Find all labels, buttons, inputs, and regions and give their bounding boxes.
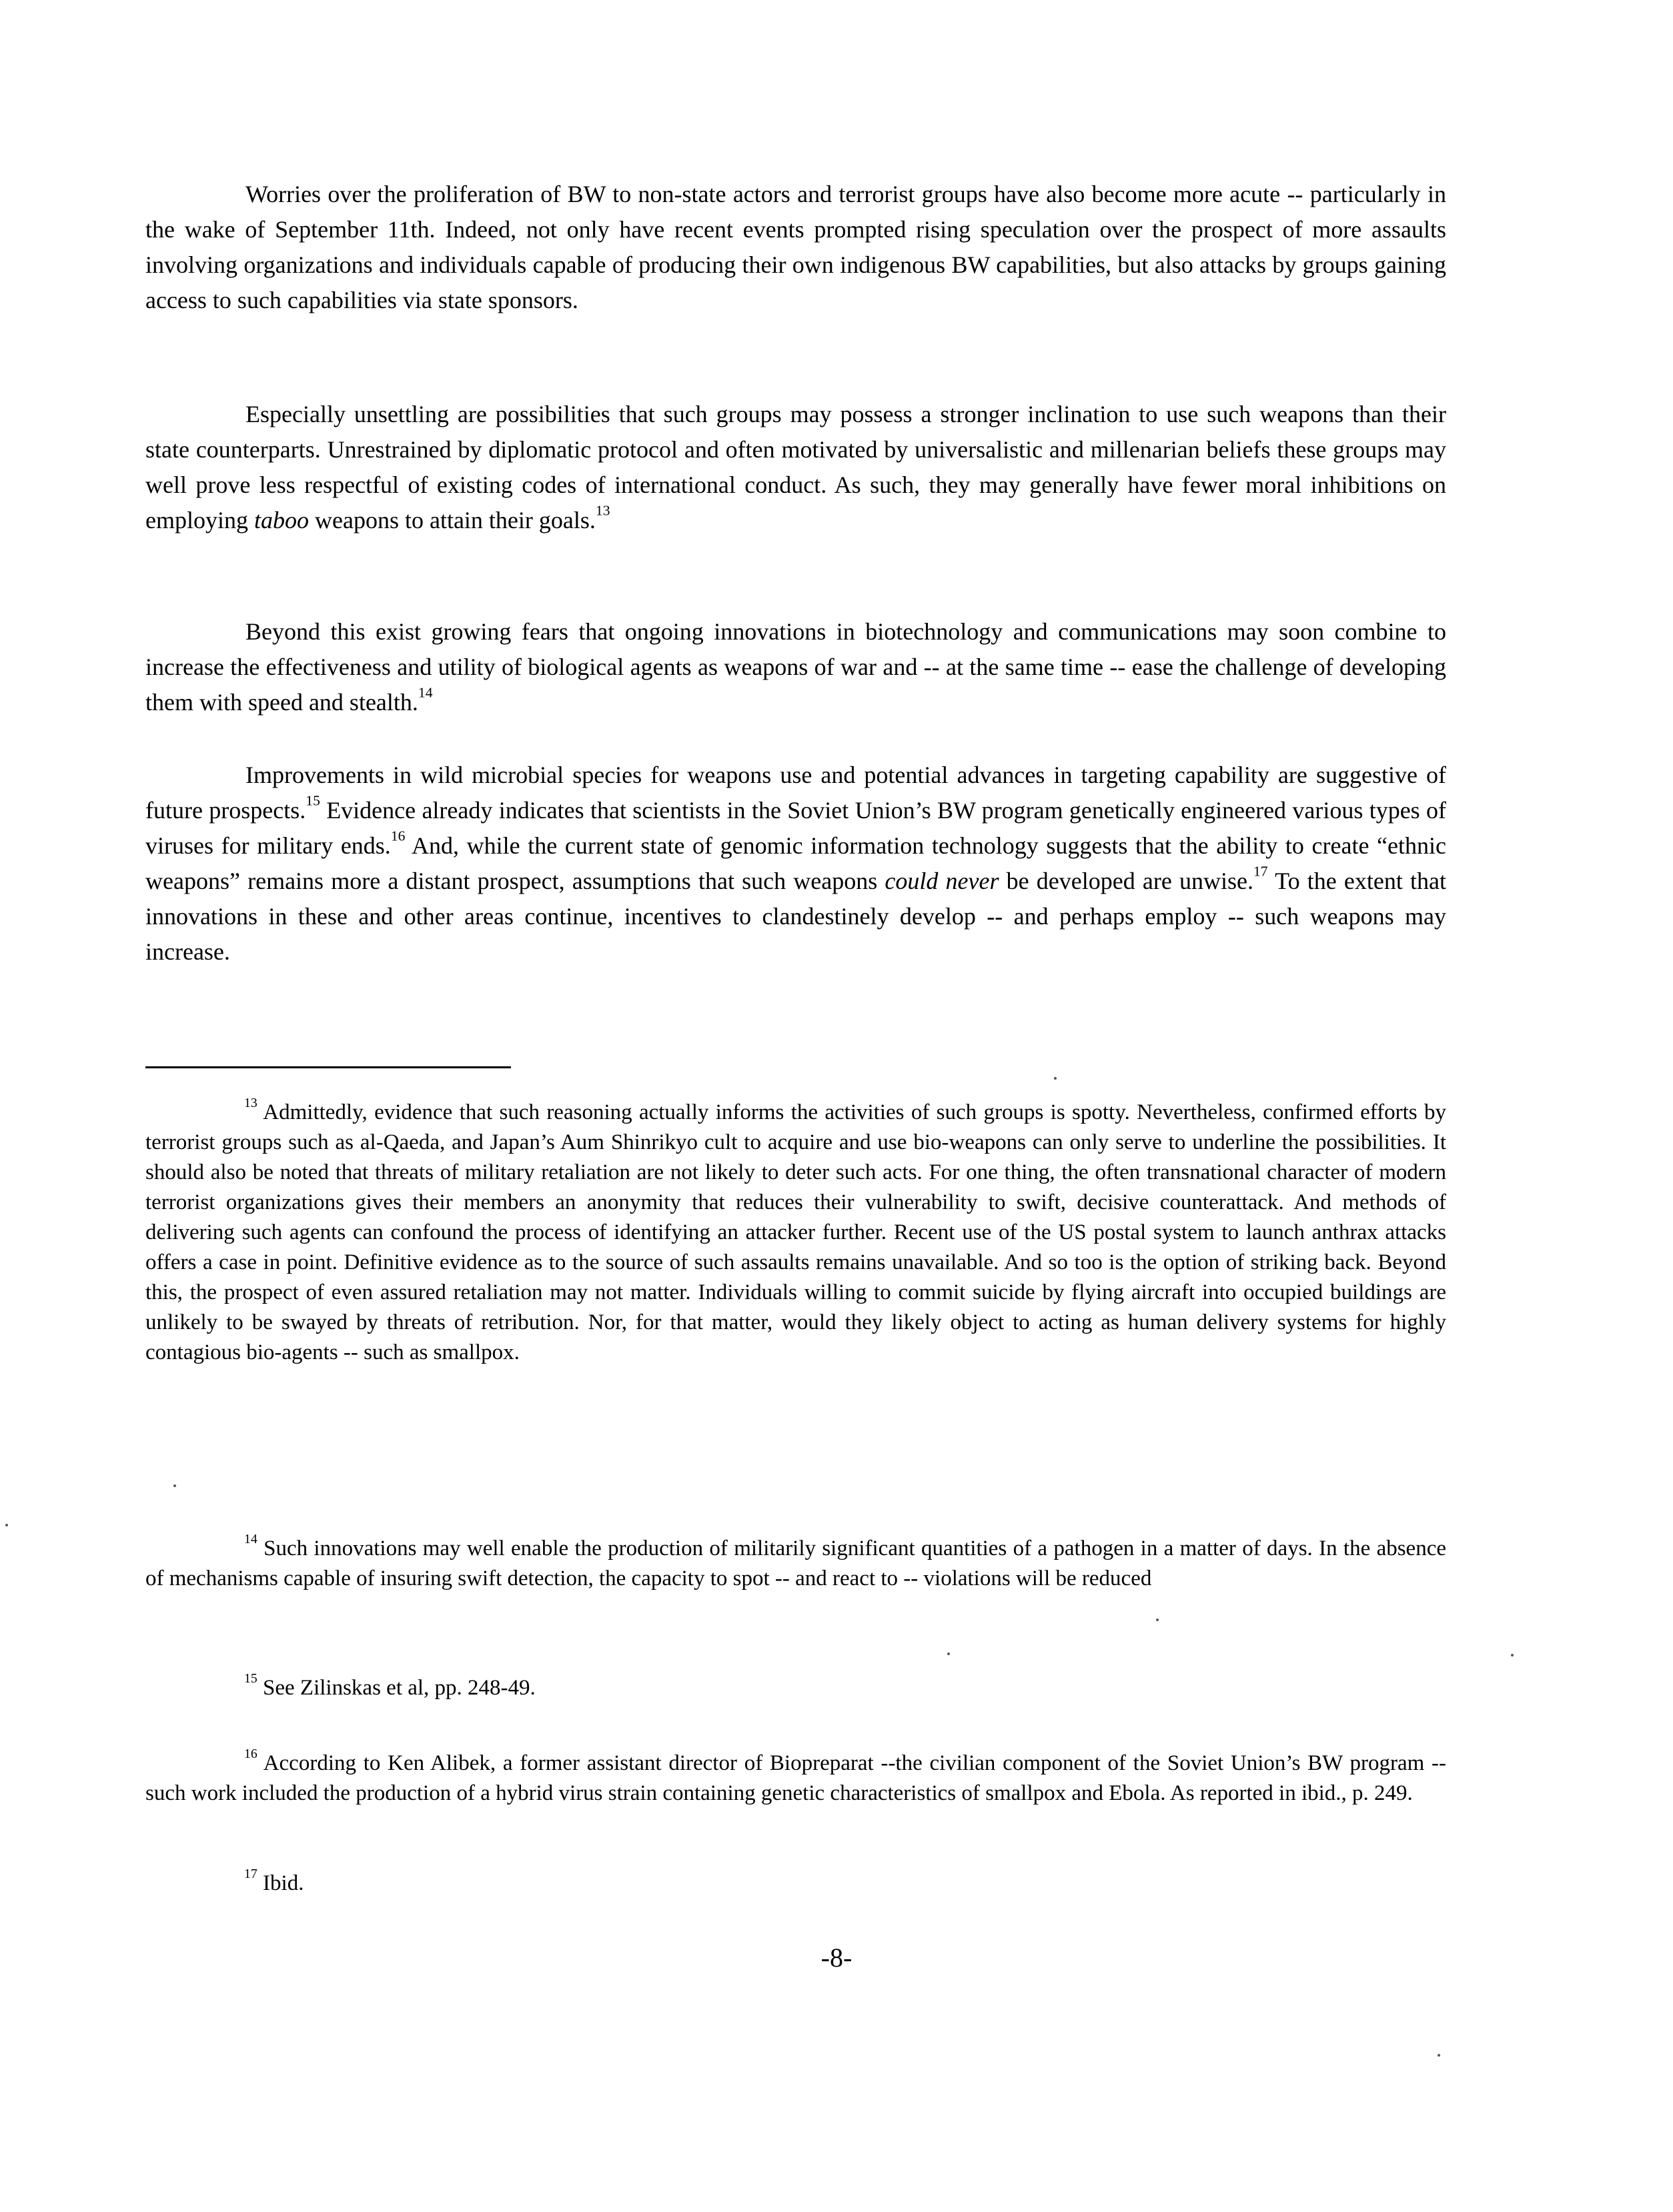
scan-speck [5,1524,8,1526]
page-number: -8- [820,1943,853,1973]
paragraph-text: Improvements in wild microbial species for weapons use and potential advances in targeting capability are suggestive of future prospects. [145,762,1446,824]
scan-speck [1054,1077,1057,1080]
paragraph-text: Worries over the proliferation of BW to non-state actors and terrorist groups have also become more acute -- particularly in the wake of September 11th. Indeed, not only have recent events prompted rising speculation over the prospect of more assaults involving organizations and individuals capable of producing their own indigenous BW capabilities, but also attacks by groups gaining access to such capabilities via state sponsors. [145,181,1446,313]
footnote-16 [145,1749,1446,1809]
scan-speck [1156,1618,1159,1621]
footnote-reference-14: 14 [418,684,433,701]
emphasis-could-never: could never [885,868,999,894]
paragraph-unsettling-possibilities [145,397,1446,538]
paragraph-text: Especially unsettling are possibilities that such groups may possess a stronger inclination to use such weapons than their state counterparts. Unrestrained by diplomatic protocol and often motivated by universalistic and millenarian beliefs these groups may well prove less respectful of existing codes of international conduct. As such, they may generally have fewer moral inhibitions on employing [145,401,1446,533]
footnote-13 [145,1098,1446,1368]
footnote-number: 15 [244,1671,257,1687]
scan-speck [173,1484,176,1487]
footnote-number: 13 [244,1096,257,1111]
scan-speck [1511,1654,1514,1656]
footnote-15 [145,1673,1446,1703]
scan-speck [1438,2054,1440,2057]
paragraph-text: And, while the current state of genomic information technology suggests that the ability to create “ethnic weapons” remains more a distant prospect, assumptions that such weapons [145,832,1446,894]
footnote-number: 16 [244,1747,257,1762]
scan-speck [947,1652,950,1655]
footnote-reference-17: 17 [1253,863,1268,880]
paragraph-bw-proliferation [145,177,1446,318]
footnote-text: Such innovations may well enable the production of militarily significant quantities of a pathogen in a matter of days. In the absence of mechanisms capable of insuring swift detection, the capacity to spot -- and react to -- violations will be reduced [145,1536,1446,1590]
paragraph-text: Beyond this exist growing fears that ongoing innovations in biotechnology and communications may soon combine to increase the effectiveness and utility of biological agents as weapons of war and -- at the same time -- ease the challenge of developing them with speed and stealth. [145,618,1446,716]
footnote-reference-15: 15 [306,792,320,809]
footnote-text: Ibid. [257,1871,304,1895]
paragraph-text: be developed are unwise. [999,868,1253,894]
footnote-text: See Zilinskas et al, pp. 248-49. [257,1676,536,1700]
footnote-17 [145,1869,1446,1899]
footnote-reference-13: 13 [595,502,610,519]
paragraph-text: To the extent that innovations in these and other areas continue, incentives to clandestinely develop -- and perhaps employ -- such weapons may increase. [145,868,1446,965]
footnote-number: 17 [244,1867,257,1882]
footnote-text: Admittedly, evidence that such reasoning actually informs the activities of such groups is spotty. Nevertheless, confirmed efforts by terrorist groups such as al-Qaeda, and Japan’s Aum Shinrikyo cult to acquire and use bio-weapons can only serve to underline the possibilities. It should also be noted that threats of military retaliation are not likely to deter such acts. For one thing, the often transnational character of modern terrorist organizations gives their members an anonymity that reduces their vulnerability to swift, decisive counterattack. And methods of delivering such agents can confound the process of identifying an attacker further. Recent use of the US postal system to launch anthrax attacks offers a case in point. Definitive evidence as to the source of such assaults remains unavailable. And so too is the option of striking back. Beyond this, the prospect of even assured retaliation may not matter. Individuals willing to commit suicide by flying aircraft into occupied buildings are unlikely to be swayed by threats of retribution. Nor, for that matter, would they likely object to acting as human delivery systems for highly contagious bio-agents -- such as smallpox. [145,1100,1446,1364]
emphasis-taboo: taboo [253,507,309,533]
footnote-14 [145,1534,1446,1594]
footnote-reference-16: 16 [390,828,406,844]
paragraph-biotech-fears [145,614,1446,720]
paragraph-text: Evidence already indicates that scientists in the Soviet Union’s BW program genetically engineered various types of viruses for military ends. [145,797,1446,859]
footnote-separator-rule [145,1066,511,1068]
paragraph-microbial-improvements [145,758,1446,970]
footnote-text: According to Ken Alibek, a former assistant director of Biopreparat --the civilian component of the Soviet Union’s BW program -- such work included the production of a hybrid virus strain containing genetic characteristics of smallpox and Ebola. As reported in ibid., p. 249. [145,1751,1446,1805]
footnote-number: 14 [244,1532,257,1547]
paragraph-text: weapons to attain their goals. [309,507,596,533]
